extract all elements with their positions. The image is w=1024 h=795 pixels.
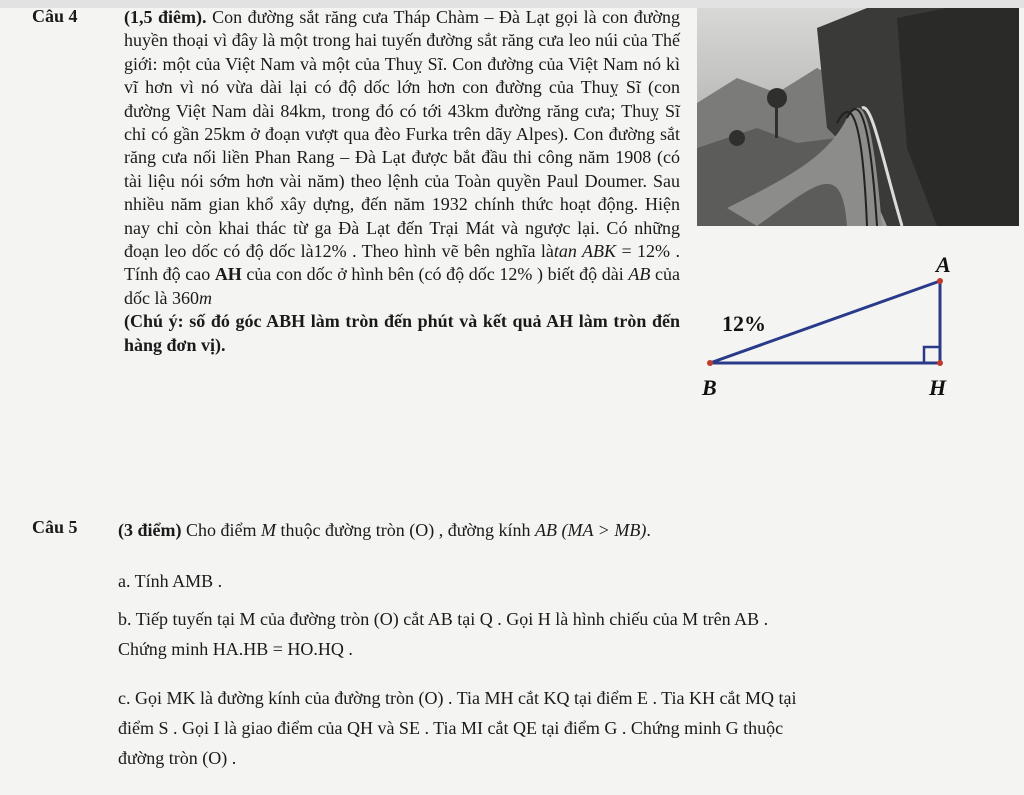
point-m: M bbox=[260, 520, 276, 540]
label-a: A bbox=[936, 252, 951, 277]
question-5-part-b-line2: Chứng minh HA.HB = HO.HQ . bbox=[118, 639, 353, 659]
circle-o: (O) bbox=[409, 520, 435, 540]
question-5-points: (3 điểm) bbox=[118, 520, 182, 540]
question-5-part-b-line1: b. Tiếp tuyến tại M của đường tròn (O) cắt AB tại Q . Gọi H là hình chiếu của M trên AB . bbox=[118, 609, 769, 629]
point-a bbox=[937, 278, 943, 284]
question-5-intro bbox=[118, 517, 1018, 543]
right-triangle-figure bbox=[696, 250, 1006, 410]
question-5-intro-2: thuộc đường tròn bbox=[275, 520, 410, 540]
label-h: H bbox=[929, 375, 947, 400]
question-4-body3: của dốc là 360 bbox=[124, 264, 680, 308]
question-4-ab: AB bbox=[628, 264, 651, 285]
diameter-condition: AB (MA > MB) bbox=[535, 520, 647, 540]
question-5-part-c-line2: điểm S . Gọi I là giao điểm của QH và SE . Tia MI cắt QE tại điểm G . Chứng minh G thuộc bbox=[118, 718, 784, 738]
question-4-text bbox=[124, 6, 680, 357]
slope-label: 12% bbox=[722, 311, 766, 336]
question-5-intro-3: , đường kính bbox=[434, 520, 536, 540]
right-angle-mark bbox=[924, 347, 940, 363]
question-5-label: Câu 5 bbox=[32, 517, 78, 537]
label-b: B bbox=[702, 375, 717, 400]
question-5-part-a: a. Tính AMB . bbox=[118, 571, 223, 591]
question-5-part-c-line3: đường tròn (O) . bbox=[118, 748, 237, 768]
question-4-unit: m bbox=[198, 287, 212, 308]
question-5-intro-1: Cho điểm bbox=[181, 520, 261, 540]
question-4-points: (1,5 điêm). bbox=[124, 7, 207, 27]
question-5-intro-4: . bbox=[646, 520, 651, 540]
question-4-body: Con đường sắt răng cưa Tháp Chàm – Đà Lạt gọi là con đường huyền thoại vì đây là một trong hai tuyến đường sắt răng cưa leo núi của Thế giới: một của Việt Nam và một của Thuỵ Sĩ. Con đường của Việt Nam nó kì vĩ hơn vì nó vừa dài lại có độ dốc lớn hơn con đường của Thuỵ Sĩ (con đường Việt Nam dài 84km, trong đó có tới 43km đường răng cưa; Thuỵ Sĩ chỉ có gần 25km ở đoạn vượt qua đèo Furka trên dãy Alpes). Con đường sắt răng cưa nối liền Phan Rang – Đà Lạt được bắt đầu thi công năm 1908 (có tài liệu nói sớm hơn vài năm) theo lệnh của Toàn quyền Paul Doumer. Sau nhiều năm gian khổ xây dựng, đến năm 1932 chính thức hoạt động. Hiện nay chỉ còn khai thác từ ga Đà Lạt đến Trại Mát và ngược lại. Có những đoạn leo dốc có độ dốc là12% . Theo hình vẽ bên nghĩa là bbox=[124, 7, 680, 262]
question-4-label: Câu 4 bbox=[32, 6, 78, 26]
question-5-part-c bbox=[118, 683, 1018, 773]
question-5-part-c-line1: c. Gọi MK là đường kính của đường tròn (O) . Tia MH cắt KQ tại điểm E . Tia KH cắt MQ tại bbox=[118, 688, 797, 708]
question-4-formula: tan ABK bbox=[553, 241, 616, 262]
question-4-note: (Chú ý: số đó góc ABH làm tròn đến phút và kết quả AH làm tròn đến hàng đơn vị). bbox=[124, 311, 680, 355]
question-4-ah: AH bbox=[214, 264, 242, 285]
question-5-part-b bbox=[118, 604, 1018, 664]
point-h bbox=[937, 360, 943, 366]
point-b bbox=[707, 360, 713, 366]
railway-photo bbox=[697, 8, 1019, 226]
question-4-formula-rest: = 12% . Tính độ cao bbox=[124, 241, 680, 285]
question-4-body2: của con dốc ở hình bên (có độ dốc 12% ) biết độ dài bbox=[241, 264, 629, 285]
